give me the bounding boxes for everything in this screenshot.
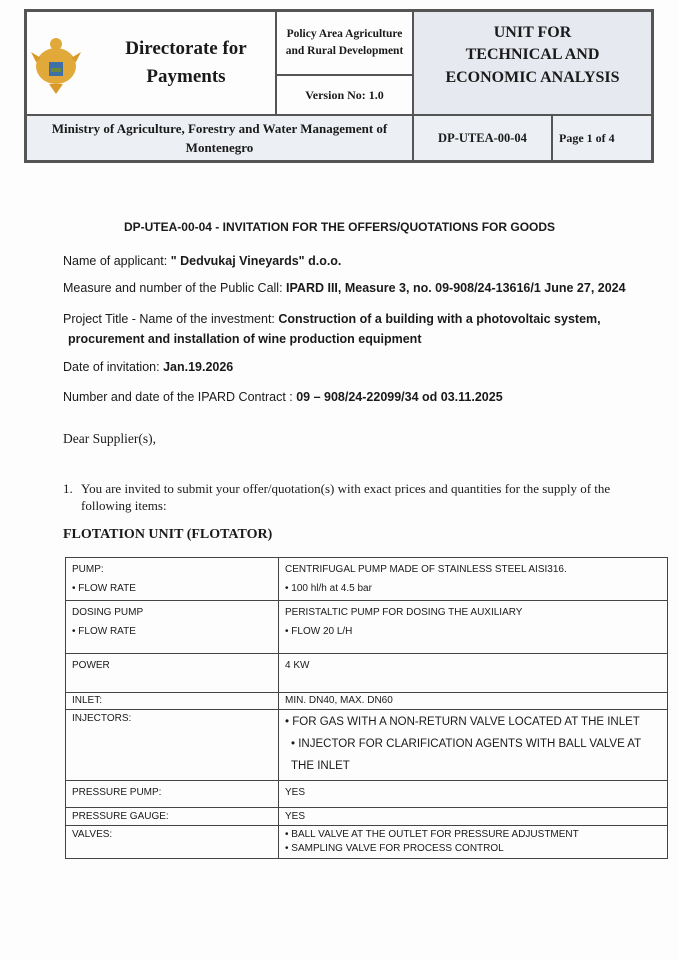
table-row [66, 710, 668, 781]
spec-value: 4 KW [279, 654, 668, 693]
spec-key: PUMP: [72, 564, 104, 575]
contract-field [63, 390, 503, 404]
salutation: Dear Supplier(s), [63, 431, 156, 446]
montenegro-coat-of-arms-icon [31, 34, 81, 96]
org-cell [26, 11, 276, 115]
field-label: Date of invitation: [63, 360, 164, 374]
spec-value: PERISTALTIC PUMP FOR DOSING THE AUXILIARY [285, 607, 523, 618]
project-title-field [63, 309, 601, 349]
spec-value: • SAMPLING VALVE FOR PROCESS CONTROL [285, 842, 504, 854]
field-value: Jan.19.2026 [163, 360, 234, 374]
spec-key: PRESSURE GAUGE: [66, 807, 279, 825]
spec-key: PRESSURE PUMP: [66, 780, 279, 807]
spec-value: • 100 hl/h at 4.5 bar [285, 583, 372, 594]
field-value: Construction of a building with a photovoltaic system, [278, 312, 601, 326]
field-label: Measure and number of the Public Call: [63, 281, 287, 295]
table-row [66, 807, 668, 825]
applicant-field [63, 254, 341, 268]
field-value: " Dedvukaj Vineyards" d.o.o. [170, 254, 342, 268]
spec-value: YES [279, 780, 668, 807]
document-code: DP-UTEA-00-04 [413, 115, 552, 161]
spec-key: INLET: [66, 693, 279, 710]
field-value-continued: procurement and installation of wine production equipment [68, 332, 422, 346]
spec-value: • FLOW 20 L/H [285, 626, 353, 637]
table-row [66, 654, 668, 693]
field-label: Name of applicant: [63, 254, 171, 268]
spec-key: VALVES: [66, 825, 279, 858]
spec-value: YES [279, 807, 668, 825]
field-value: IPARD III, Measure 3, no. 09-908/24-13616/1 June 27, 2024 [286, 281, 626, 295]
table-row [66, 693, 668, 710]
list-text: You are invited to submit your offer/quotation(s) with exact prices and quantities for the supply of the following items: [81, 481, 611, 513]
spec-key: DOSING PUMP [72, 607, 144, 618]
list-item [63, 480, 643, 514]
spec-key: • FLOW RATE [72, 583, 136, 594]
spec-value: • INJECTOR FOR CLARIFICATION AGENTS WITH BALL VALVE AT THE INLET [291, 737, 641, 772]
spec-table [65, 557, 668, 859]
policy-area: Policy Area Agriculture and Rural Development [276, 11, 413, 75]
field-value: 09 – 908/24-22099/34 od 03.11.2025 [296, 390, 503, 404]
table-row [66, 601, 668, 654]
table-row [66, 780, 668, 807]
org-name: Directorate for Payments [125, 37, 247, 87]
ministry-name: Ministry of Agriculture, Forestry and Water Management of Montenegro [26, 115, 413, 161]
spec-key: INJECTORS: [66, 710, 279, 781]
spec-value: MIN. DN40, MAX. DN60 [279, 693, 668, 710]
list-number: 1. [63, 481, 73, 496]
section-title: FLOTATION UNIT (FLOTATOR) [63, 527, 273, 542]
spec-value: • BALL VALVE AT THE OUTLET FOR PRESSURE ADJUSTMENT [285, 828, 579, 840]
spec-key: • FLOW RATE [72, 626, 136, 637]
field-label: Number and date of the IPARD Contract : [63, 390, 297, 404]
table-row [66, 825, 668, 858]
document-header [24, 9, 654, 163]
spec-value: • FOR GAS WITH A NON-RETURN VALVE LOCATED AT THE INLET [285, 716, 640, 728]
document-title: DP-UTEA-00-04 - INVITATION FOR THE OFFERS/QUOTATIONS FOR GOODS [123, 220, 556, 234]
unit-name: UNIT FOR TECHNICAL AND ECONOMIC ANALYSIS [413, 11, 652, 115]
table-row [66, 558, 668, 601]
spec-value: CENTRIFUGAL PUMP MADE OF STAINLESS STEEL AISI316. [285, 564, 567, 575]
invitation-date-field [63, 360, 233, 374]
spec-key: POWER [66, 654, 279, 693]
field-label: Project Title - Name of the investment: [63, 312, 279, 326]
page-number: Page 1 of 4 [552, 115, 652, 161]
public-call-field [63, 281, 626, 295]
version-number: Version No: 1.0 [276, 75, 413, 115]
